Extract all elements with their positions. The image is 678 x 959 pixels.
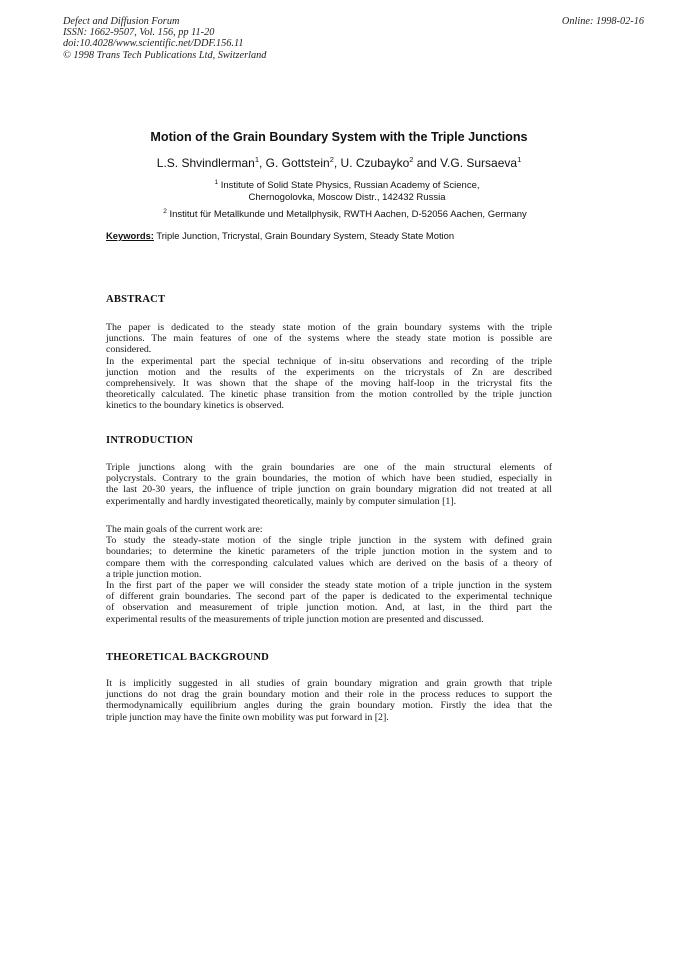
author-separator: , <box>333 156 341 170</box>
text-line: junctions. The main features of one of the systems where the steady state motion is possible are <box>106 333 552 345</box>
affiliation-line: Chernogolovka, Moscow Distr., 142432 Russia <box>248 191 446 203</box>
author-separator: and <box>413 156 441 170</box>
text-line: polycrystals. Contrary to the grain boundaries, the motion of which have been studied, especially in <box>106 473 552 485</box>
text-line: a triple junction motion. <box>106 568 202 580</box>
text-line: junctions do not drag the grain boundary motion and their role in the process reduces to support the <box>106 689 552 701</box>
affiliation-mark: 2 <box>163 208 167 215</box>
journal-name: Defect and Diffusion Forum <box>63 16 180 27</box>
text-line: triple junction may have the finite own mobility was put forward in [2]. <box>106 711 389 723</box>
journal-header <box>63 16 266 61</box>
author-name: V.G. Sursaeva <box>440 156 518 170</box>
text-line: kinetics to the boundary kinetics is observed. <box>106 400 284 412</box>
text-line: boundaries; to determine the kinetic parameters of the triple junction motion in the system and to <box>106 546 552 558</box>
keywords-line <box>106 230 454 241</box>
text-line: of different grain boundaries. The second part of the paper is dedicated to the experimental technique <box>106 591 552 603</box>
author-name: G. Gottstein <box>265 156 330 170</box>
theory-paragraph <box>106 678 552 723</box>
text-line: The paper is dedicated to the steady state motion of the grain boundary systems with the triple <box>106 322 552 333</box>
introduction-paragraph-2 <box>106 524 552 625</box>
author-separator: , <box>259 156 266 170</box>
introduction-heading: INTRODUCTION <box>106 435 194 446</box>
author-affil-mark: 2 <box>409 155 414 164</box>
author-list <box>0 155 678 170</box>
text-line: the last 20-30 years, the influence of triple junction on grain boundary migration did not treated at all <box>106 484 552 496</box>
online-date: Online: 1998-02-16 <box>561 16 644 27</box>
copyright-line: © 1998 Trans Tech Publications Ltd, Switzerland <box>63 49 267 61</box>
text-line: In the experimental part the special technique of in-situ observations and recording of the triple <box>106 355 552 367</box>
affiliation-line: Institut für Metallkunde und Metallphysik, RWTH Aachen, D-52056 Aachen, Germany <box>166 209 527 221</box>
text-line: To study the steady-state motion of the single triple junction in the system with defined grain <box>106 535 552 547</box>
author-affil-mark: 2 <box>329 155 334 164</box>
doi-link[interactable]: doi:10.4028/www.scientific.net/DDF.156.11 <box>63 38 244 50</box>
text-line: Triple junctions along with the grain boundaries are one of the main structural elements of <box>106 462 552 473</box>
paper-title: Motion of the Grain Boundary System with the Triple Junctions <box>150 130 528 144</box>
text-line: experimental results of the measurements of triple junction motion are presented and discussed. <box>106 613 484 625</box>
text-line: junction motion and the results of the experiments on the tricrystals of Zn are described <box>106 366 552 378</box>
affiliation-line: Institute of Solid State Physics, Russian Academy of Science, <box>218 180 480 192</box>
affiliation-1 <box>8 177 678 203</box>
abstract-heading: ABSTRACT <box>106 294 166 305</box>
text-line: thermodynamically equilibrium angles during the grain boundary motion. Firstly the idea that the <box>106 700 552 712</box>
affiliation-mark: 1 <box>214 179 219 186</box>
issn-line: ISSN: 1662-9507, Vol. 156, pp 11-20 <box>63 27 215 39</box>
author-affil-mark: 1 <box>517 155 522 164</box>
introduction-paragraph-1 <box>106 462 552 507</box>
text-line: It is implicitly suggested in all studies of grain boundary migration and grain growth that triple <box>106 678 552 689</box>
affiliation-2 <box>6 206 678 221</box>
text-line: In the first part of the paper we will consider the steady state motion of a triple junction in the system <box>106 580 552 592</box>
text-line: theoretically calculated. The kinetic phase transition from the motion controlled by the triple junction <box>106 389 552 401</box>
author-name: U. Czubayko <box>340 156 410 170</box>
text-line: considered. <box>106 344 152 356</box>
text-line: compare them with the corresponding calculated values which are derived on the basis of a theory of <box>106 557 552 569</box>
keywords-text: Triple Junction, Tricrystal, Grain Boundary System, Steady State Motion <box>153 230 455 241</box>
text-line: comprehensively. It was shown that the shape of the moving half-loop in the tricrystal fits the <box>106 378 552 390</box>
author-name: L.S. Shvindlerman <box>156 156 255 170</box>
author-affil-mark: 1 <box>254 155 259 164</box>
text-line: of observation and measurement of triple junction motion. And, at last, in the third part the <box>106 602 552 614</box>
keywords-label: Keywords: <box>106 230 154 241</box>
abstract-body <box>106 322 552 412</box>
theoretical-background-heading: THEORETICAL BACKGROUND <box>106 652 270 663</box>
text-line: experimentally and hardly investigated theoretically, mainly by computer simulation [1]. <box>106 495 457 507</box>
text-line: The main goals of the current work are: <box>106 524 263 535</box>
